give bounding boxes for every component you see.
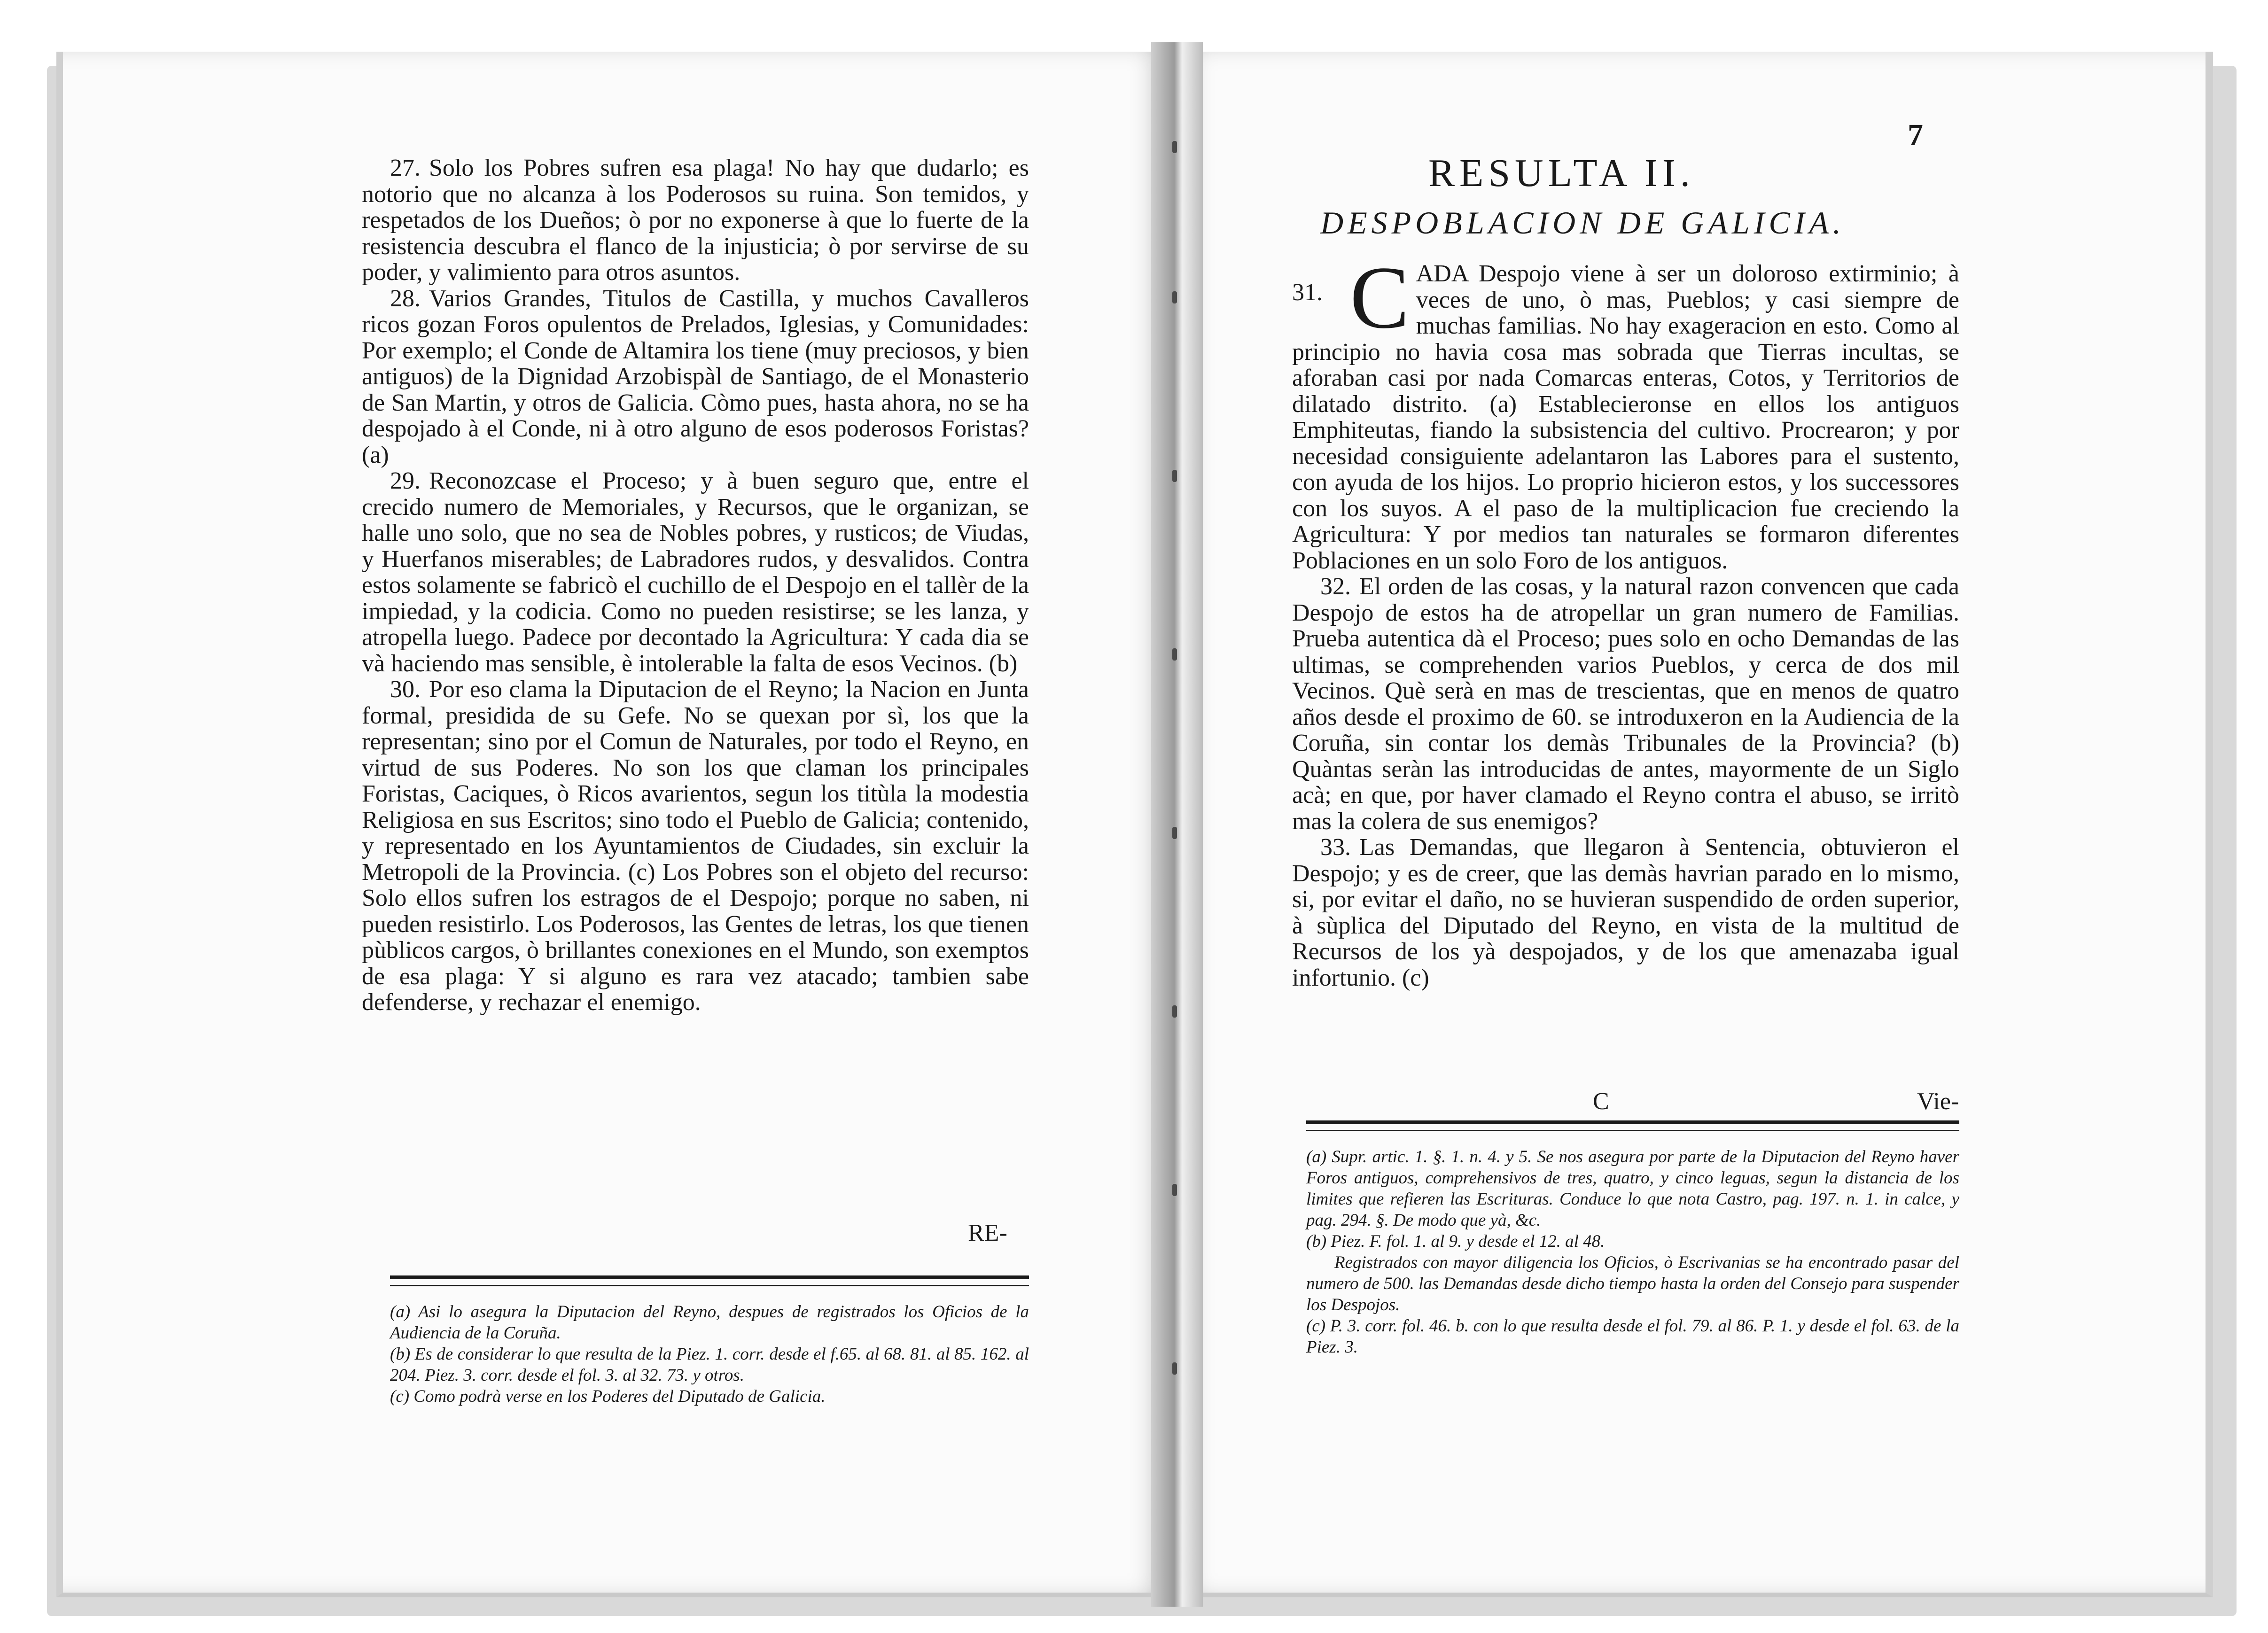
section-heading: RESULTA II.	[1428, 151, 1695, 195]
page-number: 7	[1908, 118, 1923, 152]
paragraph-30	[362, 677, 1029, 1016]
paragraph-text: Varios Grandes, Titulos de Castilla, y muchos Cavalleros ricos gozan Foros opulentos de Prelados, Iglesias, y Comunidades: Por exemplo; el Conde de Altamira los tiene (muy preciosos, y bien antiguos) de la Dignidad Arzobispàl de Santiago, de el Monasterio de San Martin, y otros de Galicia. Còmo pues, hasta ahora, no se ha despojado à el Conde, ni à otro alguno de esos poderosos Foristas? (a)	[362, 285, 1029, 468]
footnote: (b) Piez. F. fol. 1. al 9. y desde el 12. al 48.	[1306, 1232, 1605, 1251]
paragraph-number: 30.	[390, 676, 421, 703]
drop-cap: C	[1350, 249, 1410, 347]
paragraph-28	[362, 286, 1029, 468]
footnote: (a) Asi lo asegura la Diputacion del Reyno, despues de registrados los Oficios de la Audiencia de la Coruña.	[390, 1302, 1029, 1343]
footnote-rule-thin	[1306, 1130, 1959, 1131]
binding-stitch	[1172, 141, 1177, 153]
binding-stitch	[1172, 1184, 1177, 1196]
paragraph-text: Las Demandas, que llegaron à Sentencia, obtuvieron el Despojo; y es de creer, que las demàs havrian parado en lo mismo, si, por evitar el daño, no se huvieran suspendido de orden superior, à sùplica del Diputado del Reyno, en vista de la multitud de Recursos de los yà despojados, y de los que amenazaba igual infortunio. (c)	[1292, 834, 1959, 991]
footnote: (a) Supr. artic. 1. §. 1. n. 4. y 5. Se nos asegura por parte de la Diputacion del Reyno haver Foros antiguos, comprehensivos de tres, quatro, y cinco leguas, segun la distancia de los limites que refieren las Escrituras. Conduce lo que nota Castro, pag. 197. n. 1. in calce, y pag. 294. §. De modo que yà, &c.	[1306, 1147, 1959, 1230]
signature-mark: C	[1593, 1088, 1609, 1115]
footnote: (c) P. 3. corr. fol. 46. b. con lo que resulta desde el fol. 79. al 86. P. 1. y desde el fol. 63. de la Piez. 3.	[1306, 1316, 1959, 1357]
paragraph-32	[1292, 574, 1959, 834]
paragraph-text: Solo los Pobres sufren esa plaga! No hay que dudarlo; es notorio que no alcanza à los Poderosos su ruina. Son temidos, y respetados de los Dueños; ò por no exponerse à que lo fuerte de la resistencia descubra el flanco de la injusticia; ò por servirse de su poder, y valimiento para otros asuntos.	[362, 155, 1029, 286]
footnote-rule	[1306, 1120, 1959, 1124]
binding-stitch	[1172, 291, 1177, 303]
binding-stitch	[1172, 1362, 1177, 1375]
right-page-body	[1292, 249, 1959, 991]
catchword-right: Vie-	[1917, 1088, 1959, 1115]
catchword-left: RE-	[968, 1220, 1007, 1246]
book-gutter	[1151, 42, 1203, 1607]
right-footnotes	[1306, 1146, 1959, 1358]
paragraph-31	[1292, 249, 1959, 574]
footnote: (b) Es de considerar lo que resulta de la Piez. 1. corr. desde el f.65. al 68. 81. al 85. 162. al 204. Piez. 3. corr. desde el fol. 3. al 32. 73. y otros.	[390, 1345, 1029, 1385]
paragraph-number: 31.	[1292, 279, 1323, 306]
paragraph-text: El orden de las cosas, y la natural razon convencen que cada Despojo de estos ha de atropellar un gran numero de Familias. Prueba autentica dà el Proceso; pues solo en ocho Demandas de las ultimas, se comprehenden varios Pueblos, y cerca de dos mil Vecinos. Què serà en mas de trescientas, que en menos de quatro años desde el proximo de 60. se introduxeron en la Audiencia de la Coruña, sin contar los demàs Tribunales de la Provincia? (b) Quàntas seràn las introducidas de antes, mayormente de un Siglo acà; en que, por haver clamado el Reyno contra el abuso, se irritò mas la colera de sus enemigos?	[1292, 573, 1959, 835]
footnote: Registrados con mayor diligencia los Oficios, ò Escrivanias se ha encontrado pasar del numero de 500. las Demandas desde dicho tiempo hasta la orden del Consejo para suspender los Despojos.	[1306, 1253, 1959, 1314]
left-footnotes	[390, 1301, 1029, 1407]
footnote-rule	[390, 1275, 1029, 1279]
binding-stitch	[1172, 648, 1177, 661]
paragraph-text: Reconozcase el Proceso; y à buen seguro que, entre el crecido numero de Memoriales, y Recursos, que le organizan, se halle uno solo, que no sea de Nobles pobres, y rusticos; de Viudas, y Huerfanos miserables; de Labradores rudos, y desvalidos. Contra estos solamente se fabricò el cuchillo de el Despojo en el tallèr de la impiedad, y la codicia. Como no pueden resistirse; se les lanza, y atropella luego. Padece por decontado la Agricultura: Y cada dia se và haciendo mas sensible, è intolerable la falta de esos Vecinos. (b)	[362, 467, 1029, 677]
paragraph-number: 28.	[390, 285, 421, 312]
paragraph-text: ADA Despojo viene à ser un doloroso extirminio; à veces de uno, ò mas, Pueblos; y casi siempre de muchas familias. No hay exageracion en esto. Como al principio no havia cosa mas sobrada que Tierras incultas, se aforaban casi por nada Comarcas enteras, Cotos, y Territorios de dilatado distrito. (a) Establecieronse en ellos los antiguos Emphiteutas, fiando la subsistencia del cultivo. Procrearon; y por necesidad consiguiente adelantaron las Labores para el sustento, con ayuda de los hijos. Lo proprio hicieron estos, y los successores con los suyos. A el paso de la multiplicacion fue creciendo la Agricultura: Y por medios tan naturales se formaron diferentes Poblaciones en un solo Foro de los antiguos.	[1292, 260, 1959, 574]
paragraph-number: 33.	[1320, 834, 1351, 861]
paragraph-text: Por eso clama la Diputacion de el Reyno; la Nacion en Junta formal, presidida de su Gefe. No se quexan por sì, los que la representan; sino por el Comun de Naturales, por todo el Reyno, en virtud de sus Poderes. No son los que claman los principales Foristas, Caciques, ò Ricos avarientos, segun los titùla la modestia Religiosa en sus Escritos; sino todo el Pueblo de Galicia; contenido, y representado en los Ayuntamientos de Ciudades, sin excluir la Metropoli de la Provincia. (c) Los Pobres son el objeto del recurso: Solo ellos sufren los estragos de el Despojo; porque no saben, ni pueden resistirlo. Los Poderosos, las Gentes de letras, los que tienen pùblicos cargos, ò brillantes conexiones en el Mundo, son exemptos de esa plaga: Y si alguno es rara vez atacado; tambien sabe defenderse, y rechazar el enemigo.	[362, 676, 1029, 1016]
paragraph-number: 27.	[390, 155, 421, 181]
binding-stitch	[1172, 1005, 1177, 1018]
left-page-body	[362, 155, 1029, 1016]
paragraph-29	[362, 468, 1029, 677]
section-subheading: DESPOBLACION DE GALICIA.	[1320, 205, 1845, 241]
binding-stitch	[1172, 470, 1177, 482]
binding-stitch	[1172, 827, 1177, 839]
paragraph-number: 32.	[1320, 573, 1351, 600]
paragraph-27	[362, 155, 1029, 286]
footnote-rule-thin	[390, 1285, 1029, 1286]
footnote: (c) Como podrà verse en los Poderes del Diputado de Galicia.	[390, 1387, 826, 1406]
paragraph-number: 29.	[390, 467, 421, 494]
paragraph-33	[1292, 834, 1959, 991]
